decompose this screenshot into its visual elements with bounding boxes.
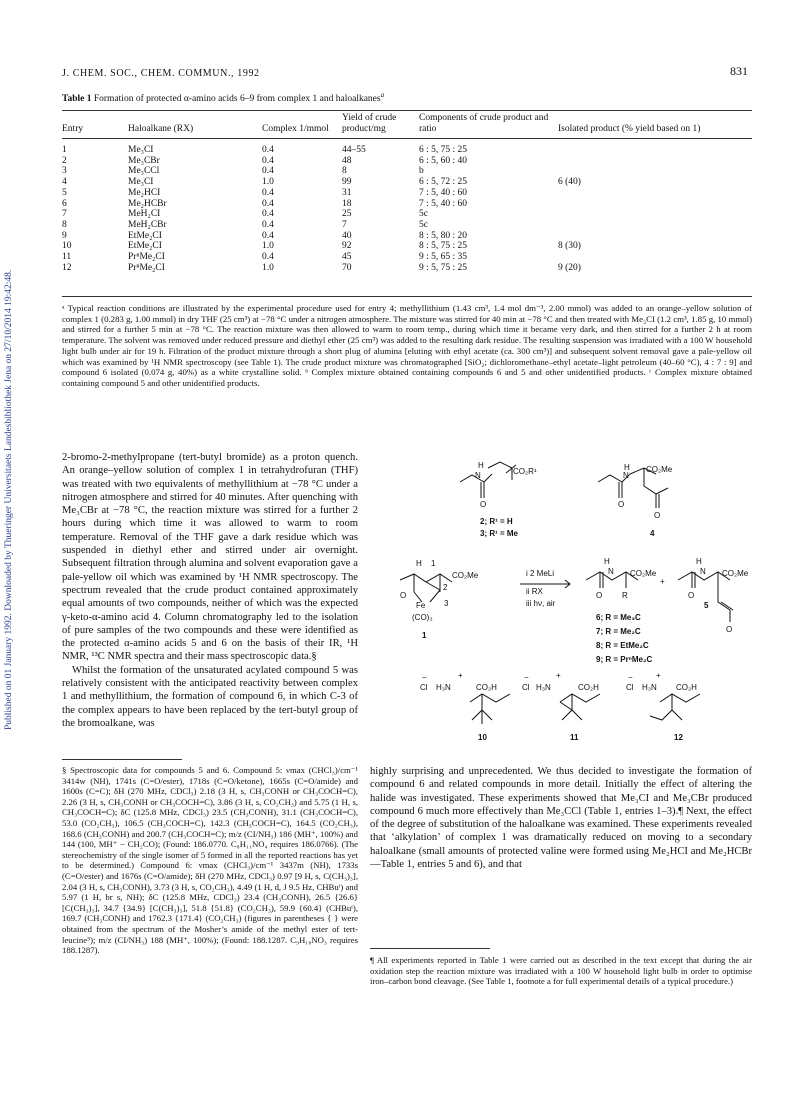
o-label-5b: O [726, 625, 733, 634]
table-row [62, 209, 752, 220]
co2h-label-10: CO₂H [476, 683, 497, 692]
label-compound-11: 11 [570, 733, 579, 742]
cell-isolated [558, 231, 752, 242]
journal-header: J. CHEM. SOC., CHEM. COMMUN., 1992 [62, 68, 260, 79]
co2me-label-1: CO₂Me [452, 571, 479, 580]
num-1-label: 1 [431, 559, 436, 568]
cell-haloalkane: EtMe₂CI [128, 230, 162, 241]
reaction-scheme [360, 440, 752, 760]
cl-label-12: Cl [626, 683, 634, 692]
cell-haloalkane: MeH₂CI [128, 209, 161, 220]
cell-yield: 25 [342, 209, 352, 220]
cell-components: 9 : 5, 65 : 35 [419, 252, 468, 263]
cell-complex: 0.4 [262, 198, 274, 209]
table-row [62, 263, 752, 274]
cond-ii: ii RX [526, 587, 543, 596]
o-label-5a: O [688, 591, 695, 600]
cell-haloalkane: PrⁿMe₂CI [128, 252, 165, 263]
cond-iii: iii hν, air [526, 599, 556, 608]
o-label-4a: O [618, 500, 625, 509]
cell-entry: 2 [62, 155, 67, 166]
label-compound-7: 7; R = Me₂C [596, 627, 641, 636]
cell-yield: 99 [342, 177, 352, 188]
cell-entry: 3 [62, 166, 67, 177]
r-label-6: R [622, 591, 628, 600]
cell-isolated [558, 252, 752, 263]
results-table [62, 113, 752, 273]
table-caption-text: Formation of protected α-amino acids 6–9 from complex 1 and haloalkanes [93, 94, 381, 105]
cell-components: 5c [419, 219, 428, 230]
cell-haloalkane: EtMe₂CI [128, 241, 162, 252]
cell-components: 9 : 5, 75 : 25 [419, 262, 468, 273]
table-caption [62, 91, 384, 104]
table-row [62, 188, 752, 199]
page-number: 831 [730, 64, 748, 78]
cell-yield: 8 [342, 166, 347, 177]
table-row [62, 241, 752, 252]
cell-haloalkane: Me₃CCl [128, 166, 160, 177]
cell-complex: 0.4 [262, 166, 274, 177]
o-label-2: O [480, 500, 487, 509]
cell-complex: 0.4 [262, 145, 274, 155]
cell-isolated [558, 156, 752, 167]
num-2-label: 2 [443, 583, 448, 592]
cell-isolated [558, 139, 752, 156]
cell-haloalkane: Me₂HCBr [128, 198, 167, 209]
co3-label: (CO)₃ [412, 613, 433, 622]
table-row [62, 166, 752, 177]
cell-complex: 0.4 [262, 230, 274, 241]
cell-complex: 0.4 [262, 252, 274, 263]
cell-yield: 45 [342, 252, 352, 263]
cell-yield: 31 [342, 187, 352, 198]
table-row [62, 231, 752, 242]
h3n-label-12: H₃N [642, 683, 657, 692]
label-compound-10: 10 [478, 733, 487, 742]
cell-yield: 92 [342, 241, 352, 252]
cell-yield: 40 [342, 230, 352, 241]
h-label-5: H [696, 557, 702, 566]
download-watermark: Published on 01 January 1992. Downloaded by Thueringer Universitaets Landesbibliothek Jena on 27/10/2014 19:42:48. [4, 269, 14, 731]
n-label-6: N [608, 567, 614, 576]
minus-charge-12: − [628, 673, 633, 682]
footnote-rule-left [62, 759, 182, 760]
header-isolated: Isolated product (% yield based on 1) [558, 124, 701, 134]
h-label-1: H [416, 559, 422, 568]
co2me-label-4: CO₂Me [646, 465, 673, 474]
cell-complex: 0.4 [262, 219, 274, 230]
table-body [62, 139, 752, 274]
cell-isolated: 8 (30) [558, 241, 581, 252]
table-footnote: ᵃ Typical reaction conditions are illustrated by the experimental procedure used for entry 4; methyllithium (1.43 cm³, 1.4 mol dm⁻³, 2.00 mmol) was added to an orange–yellow solution of complex 1 (0.283 g, 1.00 mmol) in dry THF (25 cm³) at −78 °C under a nitrogen atmosphere. The mixture was stirred for 40 min at −78 °C and then treated with Me₃CI (1.2 cm³, 1.85 g, 10 mmol) and stirred for a further 5 min at −78 °C. The reaction mixture was then allowed to warm to room temp., during which time it became very dark, and then stirred for a further 2 h at room temperature. The solvent was removed under reduced pressure and diethyl ether (25 cm³) was added to the resulting dark residue. The resulting suspension was irradiated with a 100 W household light bulb under air for 19 h. Filtration of the product mixture through a short plug of alumina [eluting with ethyl acetate (ca. 300 cm³)] and subsequent solvent removal gave a pale-yellow oil which was examined by ¹H NMR spectroscopy (see Table 1). The crude product mixture was chromatographed [SiO₂; dichloromethane–ethyl acetate–light petroleum (40–60 °C), 4 : 7 : 9] and compound 6 isolated (0.074 g, 40%) as a white crystalline solid. ᵇ Complex mixture obtained containing compounds 6 and 5 and other unidentified products. ᶜ Complex mixture obtained containing compound 5 and other unidentified products. [62, 303, 752, 388]
body-left-column [62, 451, 358, 730]
cell-components: 8 : 5, 80 : 20 [419, 230, 468, 241]
table-label: Table 1 [62, 94, 92, 105]
num-3-label: 3 [444, 599, 449, 608]
cell-yield: 70 [342, 262, 352, 273]
cell-complex: 0.4 [262, 187, 274, 198]
label-compound-4: 4 [650, 529, 655, 538]
label-compound-9: 9; R = PrⁿMe₂C [596, 655, 653, 664]
o-label-4b: O [654, 511, 661, 520]
plus-sign: + [660, 577, 665, 586]
compound-2-chain [488, 462, 512, 468]
h-label-6: H [604, 557, 610, 566]
table-header-row [62, 113, 752, 139]
cell-complex: 1.0 [262, 177, 274, 188]
fe-label: Fe [416, 601, 426, 610]
cl-label-11: Cl [522, 683, 530, 692]
cell-complex: 1.0 [262, 241, 274, 252]
table-caption-sup: a [380, 91, 385, 99]
cell-yield: 44–55 [342, 145, 366, 155]
header-haloalkane: Haloalkane (RX) [128, 124, 194, 134]
table-row [62, 156, 752, 167]
h-label-4: H [624, 463, 630, 472]
plus-charge-11: + [556, 671, 561, 680]
header-complex: Complex 1/mmol [262, 124, 329, 134]
cell-entry: 5 [62, 187, 67, 198]
o-label-1: O [400, 591, 407, 600]
cell-components: 8 : 5, 75 : 25 [419, 241, 468, 252]
cell-components: 5c [419, 209, 428, 220]
table-bottom-rule [62, 296, 752, 297]
table-row [62, 199, 752, 210]
label-compound-8: 8; R = EtMe₂C [596, 641, 649, 650]
cell-entry: 4 [62, 177, 67, 188]
cell-isolated [558, 209, 752, 220]
minus-charge-11: − [524, 673, 529, 682]
h-label-2: H [478, 461, 484, 470]
table-row [62, 139, 752, 156]
spectroscopic-footnote: § Spectroscopic data for compounds 5 and 6. Compound 5: νmax (CHCl₃)/cm⁻¹ 3414w (NH), 1741s (C=O/ester), 1718s (C=O/ketone), 1665s (C=O/amide) and 1600s (C=C); δH (270 MHz, CDCl₃) 2.18 (3 H, s, CH₃CONH or CH₃COCH=C), 2.26 (3 H, s, CH₃CONH or CH₃COCH=C), 3.86 (3 H, s, CO₂CH₃) and 5.75 (1 H, s, CH₃COCH=C); δC (125.8 MHz, CDCl₃) 23.5 (CH₃CONH), 31.1 (CH₃COCH=C), 53.0 (CO₂CH₃), 106.5 (CH₃COCH=C), 142.3 (CH₃COCH=C), 164.5 (CO₂CH₃), 168.6 (CH₃CONH) and 200.7 (CH₃COCH=C); m/z (CI/NH₃) 186 (MH⁺, 100%) and 144 (100, MH⁺ − CH₂CO); (Found: 186.0770. C₈H₁₁NO₄ requires 186.0766). (The stereochemistry of the single isomer of 5 formed in all the reported reactions has yet to be determined.) Compound 6: νmax (CHCl₃)/cm⁻¹ 3437m (NH), 1733s (C=O/ester) and 1676s (C=O/amide); δH (270 MHz, CDCl₃) 0.97 [9 H, s, C(CH₃)₃], 2.04 (3 H, s, CH₃CONH), 3.73 (3 H, s, CO₂CH₃), 4.49 (1 H, d, J 9.5 Hz, CHBuᵗ) and 5.97 (1 H, br s, NH); δC (125.8 MHz, CDCl₃) 23.4 (CH₃CONH), 26.5 {26.6} [C(CH₃)₃], 34.7 {34.9} [C(CH₃)₃], 51.8 {51.8} (CO₂CH₃), 59.9 {60.4} (CHBuᵗ), 169.7 (CH₃CONH) and 1762.3 {171.4} (CO₂CH₃) (figures in parentheses { } were obtained from the spectrum of the Mosher’s amide of the methyl ester of tert-leucine⁵); m/z (CI/NH₃) 188 (MH⁺, 100%); (Found: 188.1287. C₉H₁₈NO₃ requires 188.1287). [62, 765, 358, 956]
co2me-label-6: CO₂Me [630, 569, 657, 578]
table-row [62, 220, 752, 231]
table-row [62, 177, 752, 188]
minus-charge-10: − [422, 673, 427, 682]
cell-components: 6 : 5, 72 : 25 [419, 177, 468, 188]
cell-components: b [419, 166, 424, 177]
cell-haloalkane: Me₂HCI [128, 187, 161, 198]
header-yield: Yield of crude product/mg [342, 113, 397, 134]
cell-yield: 18 [342, 198, 352, 209]
cell-entry: 7 [62, 209, 67, 220]
o-label-6: O [596, 591, 603, 600]
cell-isolated [558, 199, 752, 210]
body-paragraph: 2-bromo-2-methylpropane (tert-butyl bromide) as a proton quench. An orange–yellow solution of complex 1 in tetrahydrofuran (THF) was treated with two equivalents of methyllithium at −78 °C under a nitrogen atmosphere and stirred for 40 minutes. After quenching with Me₃CBr at −78 °C, the reaction mixture was stirred for a further 2 hours during which time it was allowed to warm to room temperature. Removal of the THF gave a dark residue which was suspended in diethyl ether and stirred under air overnight. Subsequent filtration through alumina and solvent evaporation gave a pale-yellow oil which was examined by ¹H NMR spectroscopy. The spectrum revealed that the crude product contained approximately equal amounts of two compounds, neither of which was the expected γ-keto-α-amino acid 4. Column chromatography led to the isolation of pure samples of the two compounds and these were identified as the protected α-amino acids 5 and 6 on the basis of their IR, ¹H NMR, ¹³C NMR spectra and their mass spectroscopic data.§ [62, 452, 358, 663]
cell-haloalkane: PrⁿMe₂CI [128, 262, 165, 273]
h3n-label-10: H₃N [436, 683, 451, 692]
h3n-label-11: H₃N [536, 683, 551, 692]
table-top-rule [62, 110, 752, 111]
cell-complex: 1.0 [262, 262, 274, 273]
body-right-column: highly surprising and unprecedented. We thus decided to investigate the formation of compound 6 and related compounds in more detail. Initially the effect of altering the halide was investigated. These experiments showed that Me₃CI and Me₃CBr produced compound 6 much more effectively than Me₃CCl (Table 1, entries 1–3).¶ Next, the effect of the degree of substitution of the haloalkane was examined. These experiments revealed that ‘alkylation’ of complex 1 was dramatically reduced on moving to a secondary haloalkane (small amounts of protected valine were formed using Me₂HCI and Me₂HCBr—Table 1, entries 5 and 6), and that [370, 766, 752, 871]
cell-entry: 11 [62, 252, 72, 263]
cell-entry: 1 [62, 145, 67, 155]
label-compound-2: 2; R¹ = H [480, 517, 513, 526]
body-paragraph: Whilst the formation of the unsaturated acylated compound 5 was relatively consistent with the anticipated reactivity between complex 1 and methyllithium, the formation of compound 6, in which C-3 of the complex appears to have been replaced by the tert-butyl group of the bromoalkane, was [62, 664, 358, 729]
footnote-rule-right [370, 948, 490, 949]
label-compound-1: 1 [422, 631, 427, 640]
cell-components: 6 : 5, 75 : 25 [419, 145, 468, 155]
cell-isolated: 9 (20) [558, 262, 581, 273]
table-row [62, 252, 752, 263]
cell-haloalkane: Me₃CI [128, 177, 154, 188]
cell-entry: 9 [62, 230, 67, 241]
cell-complex: 0.4 [262, 209, 274, 220]
cell-components: 6 : 5, 60 : 40 [419, 155, 468, 166]
cl-label-10: Cl [420, 683, 428, 692]
label-compound-3: 3; R¹ = Me [480, 529, 519, 538]
header-entry: Entry [62, 124, 84, 134]
plus-charge-10: + [458, 671, 463, 680]
co2h-label-12: CO₂H [676, 683, 697, 692]
label-compound-6: 6; R = Me₃C [596, 613, 641, 622]
cell-isolated [558, 220, 752, 231]
cell-components: 7 : 5, 40 : 60 [419, 187, 468, 198]
cell-isolated [558, 188, 752, 199]
cond-i: i 2 MeLi [526, 569, 555, 578]
cell-isolated [558, 166, 752, 177]
cell-isolated: 6 (40) [558, 177, 581, 188]
cell-entry: 10 [62, 241, 72, 252]
cell-entry: 12 [62, 262, 72, 273]
n-label-4: N [623, 471, 629, 480]
header-components: Components of crude product and ratio [419, 113, 549, 134]
cell-haloalkane: Me₃CBr [128, 155, 160, 166]
n-label-2: N [475, 471, 481, 480]
label-compound-12: 12 [674, 733, 683, 742]
n-label-5: N [700, 567, 706, 576]
cell-yield: 48 [342, 155, 352, 166]
cell-entry: 6 [62, 198, 67, 209]
cell-entry: 8 [62, 219, 67, 230]
experiment-footnote: ¶ All experiments reported in Table 1 were carried out as described in the text except that during the air oxidation step the reaction mixture was irradiated with a 100 W household light bulb in order to optimise iron–carbon bond cleavage. (See Table 1, footnote a for full experimental details of a typical procedure.) [370, 955, 752, 987]
co2r1-label: CO₂R¹ [513, 467, 537, 476]
cell-haloalkane: MeH₂CBr [128, 219, 167, 230]
cell-haloalkane: Me₃CI [128, 145, 154, 155]
cell-yield: 7 [342, 219, 347, 230]
cell-components: 7 : 5, 40 : 60 [419, 198, 468, 209]
co2me-label-5: CO₂Me [722, 569, 749, 578]
co2h-label-11: CO₂H [578, 683, 599, 692]
label-compound-5: 5 [704, 601, 709, 610]
plus-charge-12: + [656, 671, 661, 680]
cell-complex: 0.4 [262, 155, 274, 166]
